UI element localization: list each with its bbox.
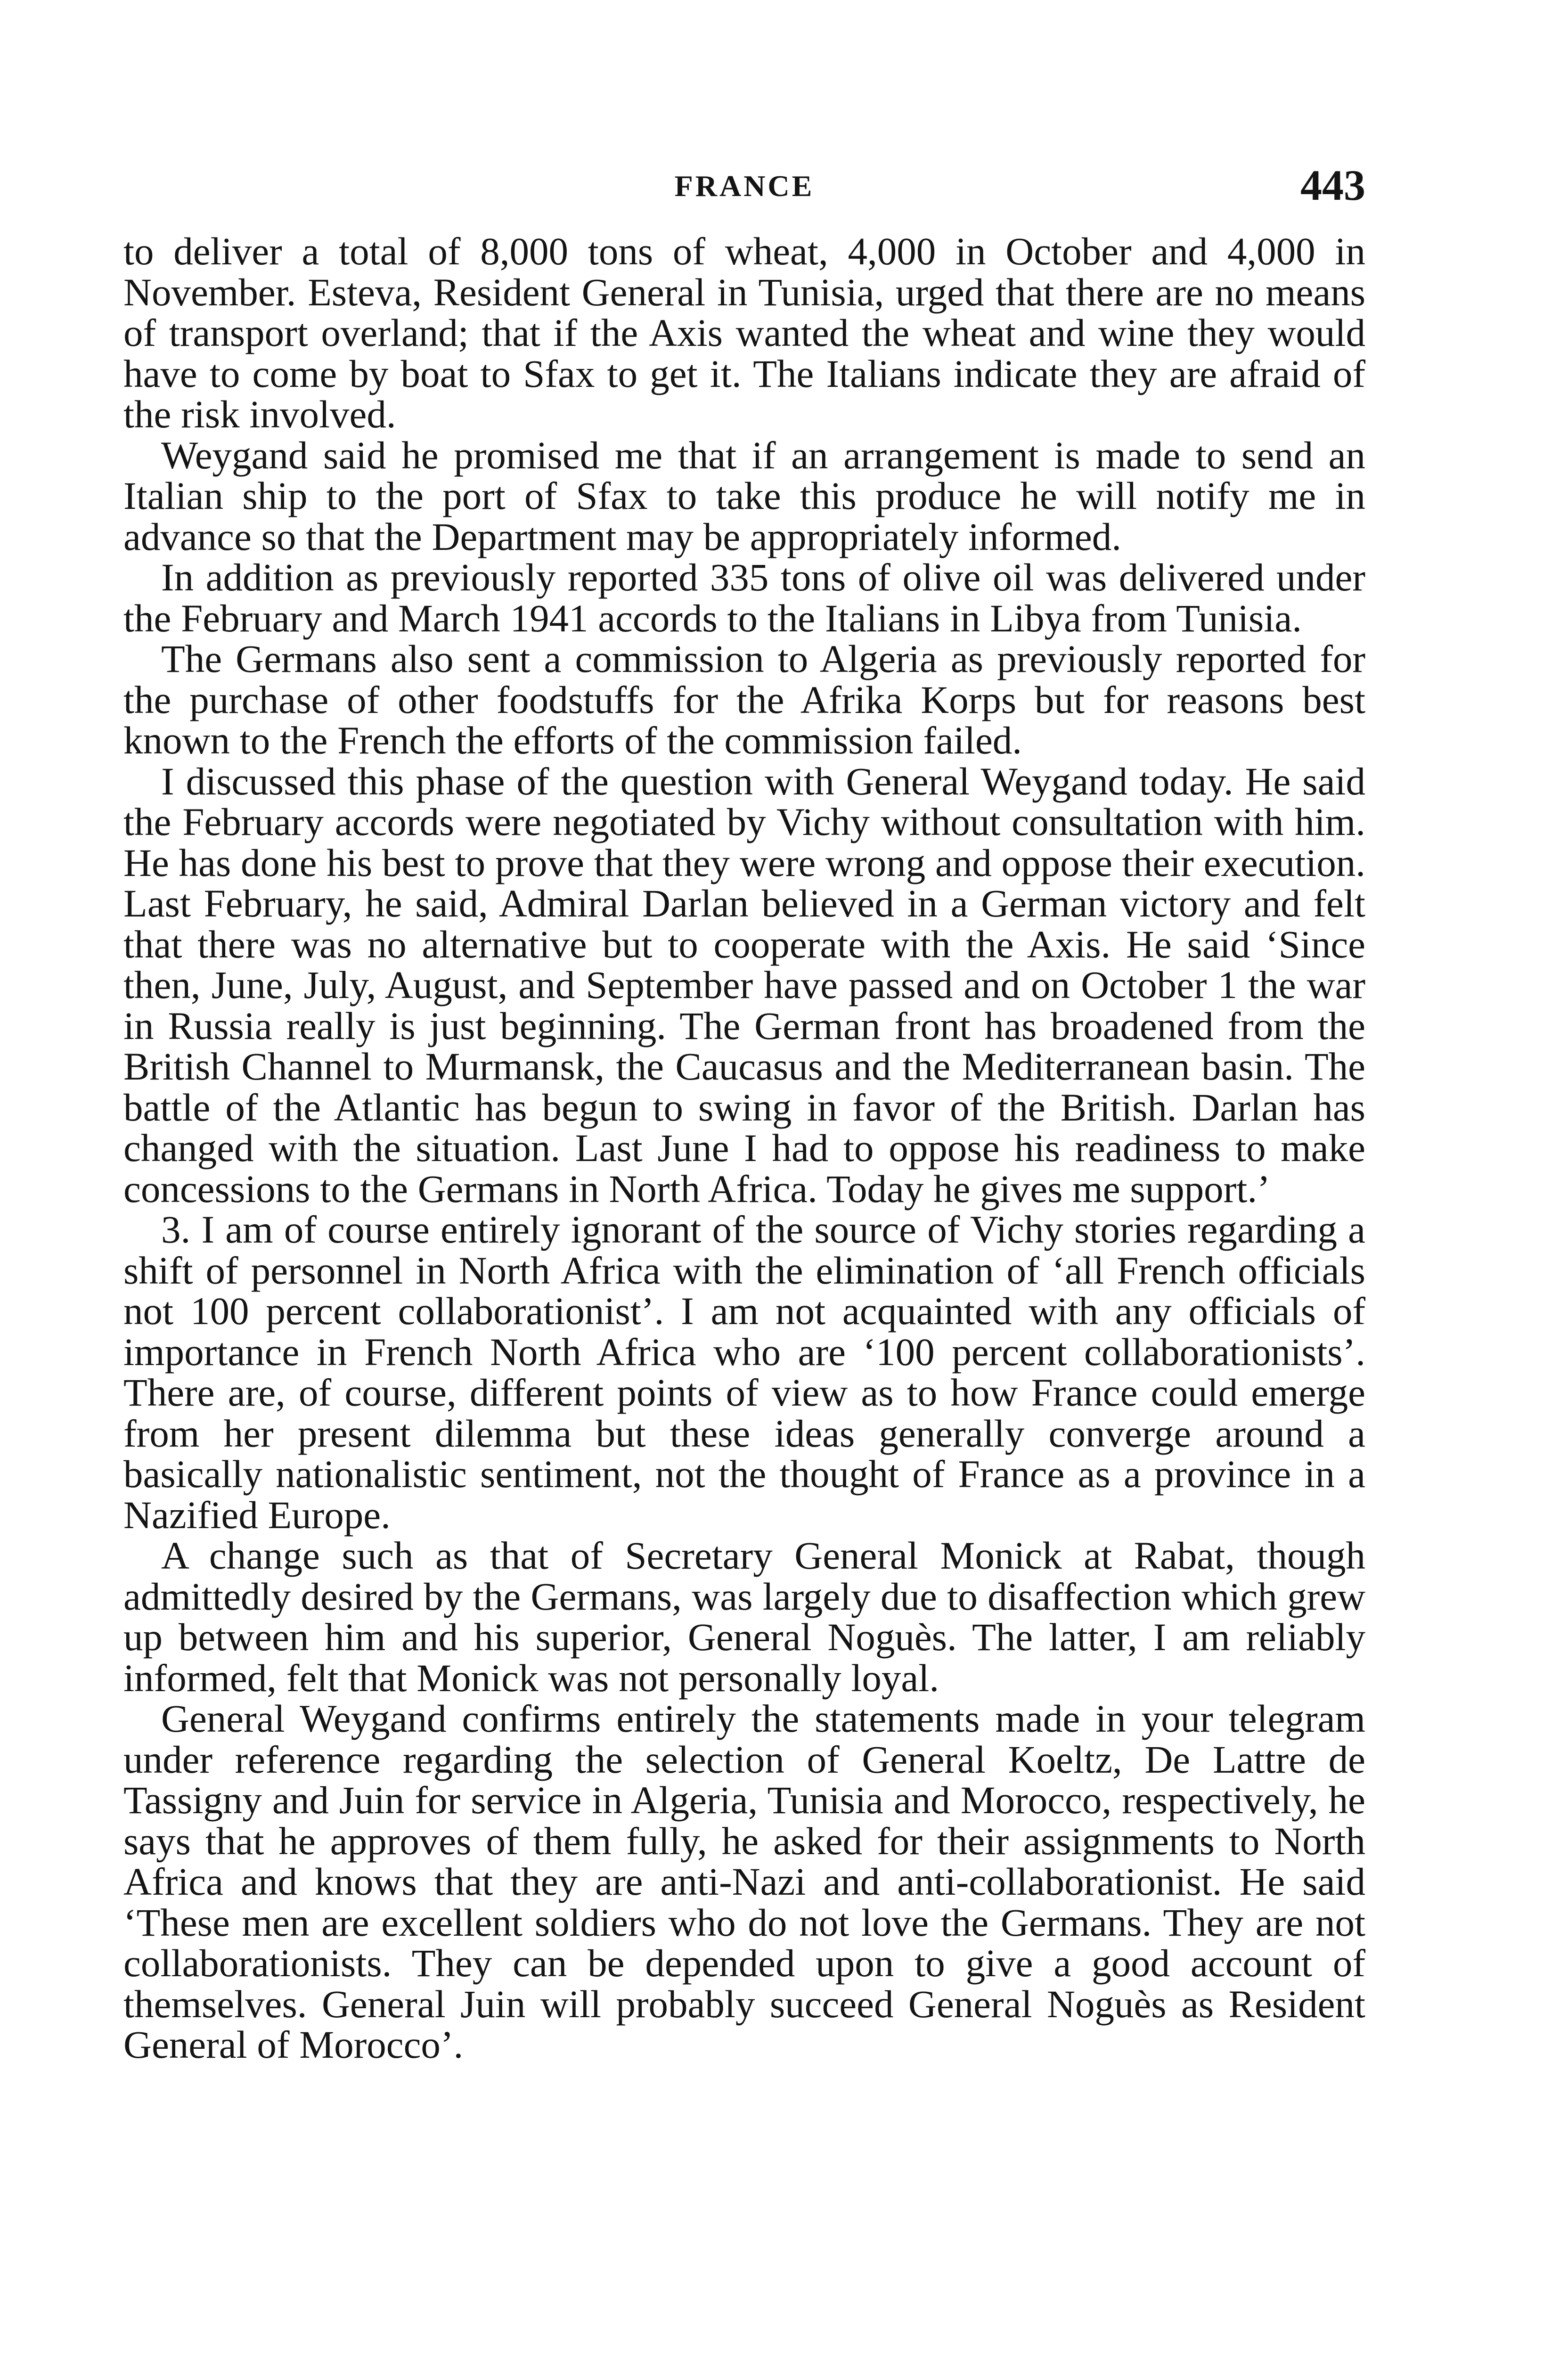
paragraph-monick-change: A change such as that of Secretary General Monick at Rabat, though admittedly desired by the Germans, was largely due to disaffection which grew up between him and his superior, General Noguès. The latter, I am reliably informed, felt that Monick was not personally loyal. xyxy=(123,1534,1365,1700)
paragraph-vichy-stories: 3. I am of course entirely ignorant of the source of Vichy stories regarding a shift of personnel in North Africa with the elimination of ‘all French officials not 100 percent collaborationist’. I am not acquainted with any officials of importance in French North Africa who are ‘100 percent collaborationists’. There are, of course, different points of view as to how France could emerge from her present dilemma but these ideas generally converge around a basically nationalistic sentiment, not the thought of France as a province in a Nazified Europe. xyxy=(123,1208,1365,1537)
running-title: FRANCE xyxy=(674,169,815,203)
paragraph-discussion-weygand: I discussed this phase of the question with General Weygand today. He said the February accords were negotiated by Vichy without consultation with him. He has done his best to prove that they were wrong and oppose their execution. Last February, he said, Admiral Darlan believed in a German victory and felt that there was no alternative but to cooperate with the Axis. He said ‘Since then, June, July, August, and September have passed and on October 1 the war in Russia really is just beginning. The German front has broadened from the British Channel to Murmansk, the Caucasus and the Mediterranean basin. The battle of the Atlantic has begun to swing in favor of the British. Darlan has changed with the situation. Last June I had to oppose his readiness to make concessions to the Germans in North Africa. Today he gives me support.’ xyxy=(123,759,1365,1211)
paragraph-olive-oil: In addition as previously reported 335 tons of olive oil was delivered under the February and March 1941 accords to the Italians in Libya from Tunisia. xyxy=(123,556,1365,640)
paragraph-weygand-promise: Weygand said he promised me that if an arrangement is made to send an Italian ship to the port of Sfax to take this produce he will notify me in advance so that the Department may be appropriately informed. xyxy=(123,433,1365,558)
paragraph-general-selection: General Weygand confirms entirely the statements made in your telegram under reference regarding the selection of General Koeltz, De Lattre de Tassigny and Juin for service in Algeria, Tunisia and Morocco, respectively, he says that he approves of them fully, he asked for their assignments to North Africa and knows that they are anti-Nazi and anti-collaborationist. He said ‘These men are excellent soldiers who do not love the Germans. They are not collaborationists. They can be depended upon to give a good account of themselves. General Juin will probably succeed General Noguès as Resident General of Morocco’. xyxy=(123,1697,1365,2066)
body-text xyxy=(123,231,1365,2065)
running-header xyxy=(123,160,1365,212)
page-number: 443 xyxy=(1300,161,1365,209)
paragraph-continued: to deliver a total of 8,000 tons of wheat, 4,000 in October and 4,000 in November. Esteva, Resident General in Tunisia, urged that there are no means of transport overland; that if the Axis wanted the wheat and wine they would have to come by boat to Sfax to get it. The Italians indicate they are afraid of the risk involved. xyxy=(123,229,1365,436)
paragraph-german-commission: The Germans also sent a commission to Algeria as previously reported for the purchase of other foodstuffs for the Afrika Korps but for reasons best known to the French the efforts of the commission failed. xyxy=(123,637,1365,762)
